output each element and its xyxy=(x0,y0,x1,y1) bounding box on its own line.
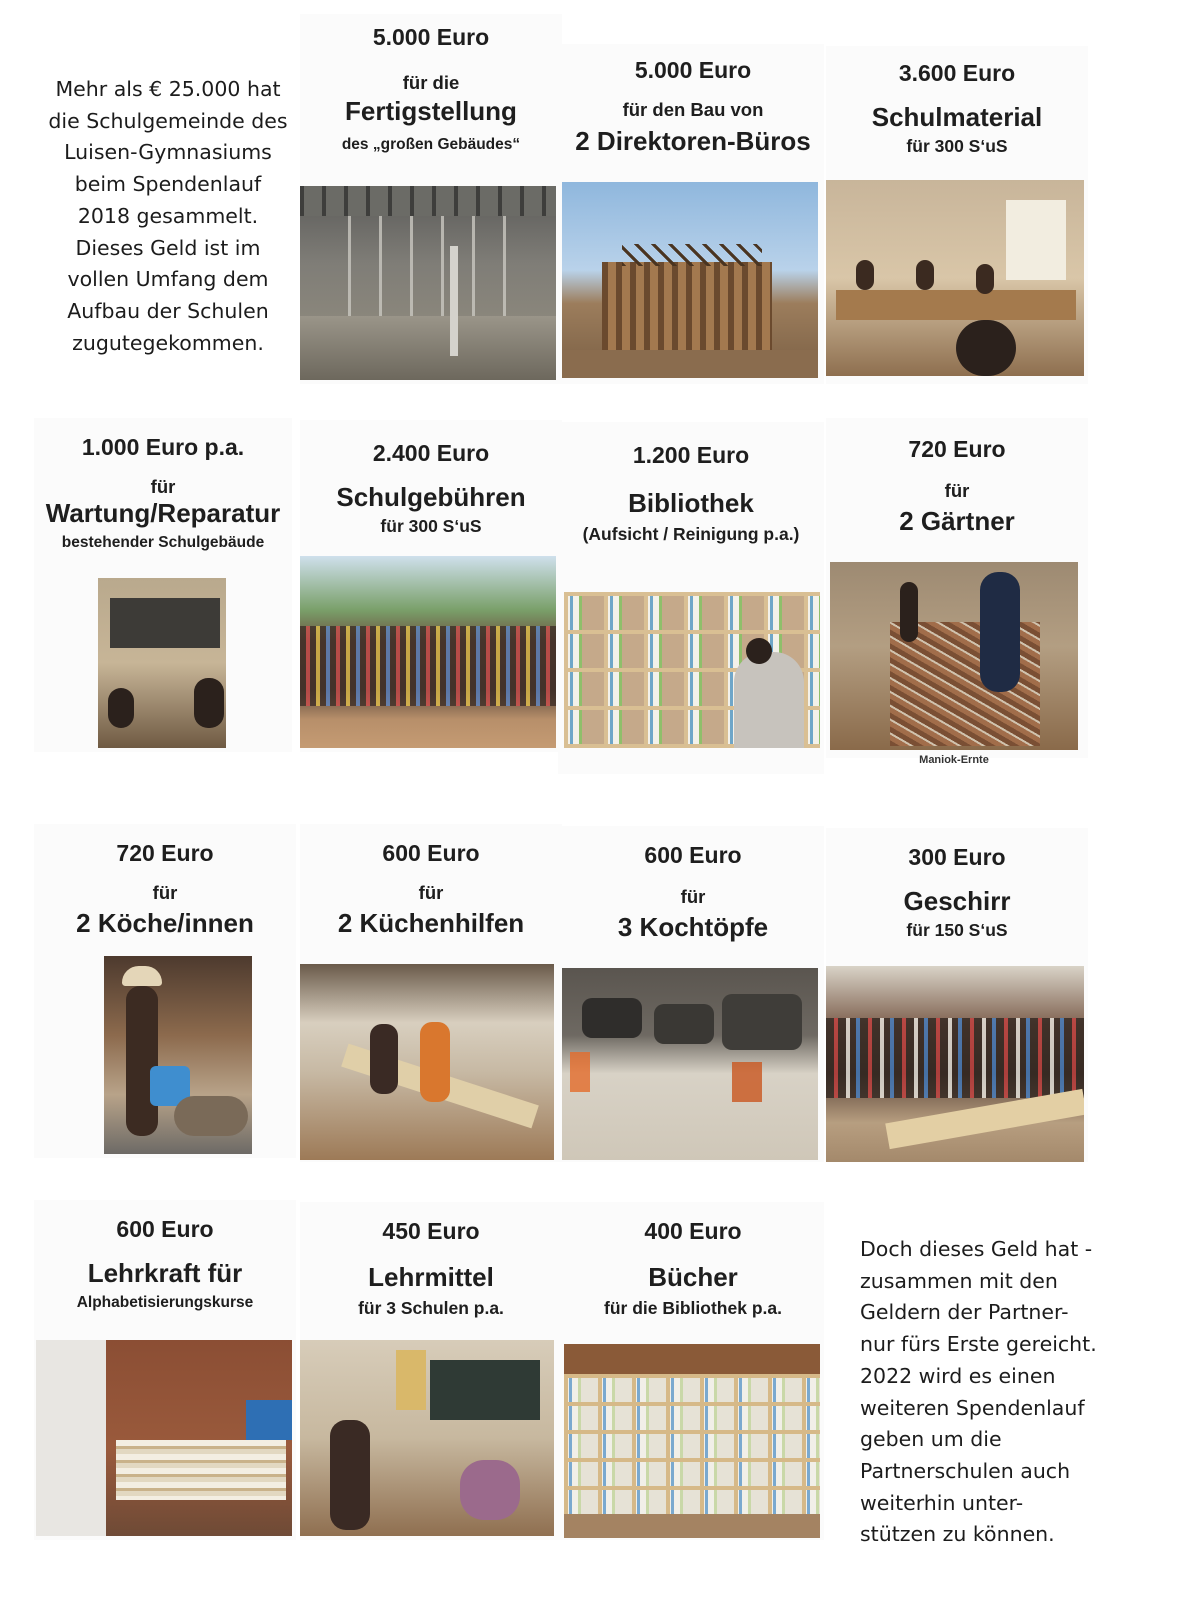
card-title: Bibliothek xyxy=(628,488,754,518)
outro-line: weiteren Spendenlauf xyxy=(860,1395,1085,1420)
card-amount: 1.200 Euro xyxy=(632,442,750,468)
card-amount: 5.000 Euro xyxy=(372,24,490,50)
card-subtitle: Alphabetisierungskurse xyxy=(76,1294,254,1311)
outro-line: nur fürs Erste gereicht. xyxy=(860,1332,1097,1357)
card-line: für xyxy=(150,476,176,497)
card-amount: 3.600 Euro xyxy=(898,60,1016,86)
card-subtitle: des „großen Gebäudes“ xyxy=(341,136,521,153)
photo-classroom xyxy=(826,180,1084,376)
card-title: 2 Direktoren-Büros xyxy=(575,126,811,156)
outro-line: geben um die xyxy=(860,1427,1002,1452)
card-title: Geschirr xyxy=(903,886,1011,916)
photo-blackboard-room xyxy=(98,578,226,748)
card-wartung xyxy=(34,418,292,752)
card-amount: 400 Euro xyxy=(644,1218,742,1244)
card-line: für xyxy=(152,882,178,903)
card-direktoren-bueros xyxy=(562,44,824,384)
intro-line: Dieses Geld ist im xyxy=(75,235,261,260)
intro-line: beim Spendenlauf xyxy=(74,172,262,197)
card-lehrmittel xyxy=(300,1202,562,1540)
card-amount: 600 Euro xyxy=(644,842,742,868)
card-line: für die xyxy=(402,72,460,93)
photo-caption: Maniok-Ernte xyxy=(919,754,989,766)
intro-line: vollen Umfang dem xyxy=(67,267,269,292)
intro-text xyxy=(38,74,298,359)
outro-line: Geldern der Partner- xyxy=(860,1300,1069,1325)
card-subtitle: für 300 S‘uS xyxy=(906,136,1008,156)
card-amount: 300 Euro xyxy=(908,844,1006,870)
outro-line: stützen zu können. xyxy=(860,1522,1055,1547)
card-amount: 600 Euro xyxy=(382,840,480,866)
card-kuechenhilfen xyxy=(300,824,562,1162)
card-line: für den Bau von xyxy=(622,99,764,120)
card-title: Lehrmittel xyxy=(368,1262,494,1292)
card-subtitle: für 150 S‘uS xyxy=(906,920,1008,940)
card-subtitle: für 300 S‘uS xyxy=(380,516,482,536)
card-lehrkraft xyxy=(34,1200,296,1540)
intro-line: Mehr als € 25.000 hat xyxy=(55,77,281,101)
photo-students-eating xyxy=(826,966,1084,1162)
card-subtitle: (Aufsicht / Reinigung p.a.) xyxy=(582,524,800,544)
outro-line: Doch dieses Geld hat - xyxy=(860,1237,1093,1261)
card-subtitle: bestehender Schulgebäude xyxy=(61,534,265,551)
card-title: 2 Küchenhilfen xyxy=(337,908,525,938)
card-title: Wartung/Reparatur xyxy=(45,498,281,528)
card-buecher xyxy=(562,1202,824,1540)
card-bibliothek xyxy=(558,422,824,774)
card-title: 2 Köche/innen xyxy=(76,908,254,938)
intro-line: Aufbau der Schulen xyxy=(67,298,269,323)
photo-cook xyxy=(104,956,252,1154)
card-line: für xyxy=(418,882,444,903)
card-gaertner xyxy=(826,418,1088,766)
card-line: für xyxy=(944,480,970,501)
card-subtitle: für die Bibliothek p.a. xyxy=(604,1298,782,1318)
card-amount: 1.000 Euro p.a. xyxy=(81,434,245,460)
card-koeche xyxy=(34,824,296,1158)
outro-line: zusammen mit den xyxy=(860,1268,1058,1293)
photo-cassava-harvest xyxy=(830,562,1078,766)
photo-library-room xyxy=(564,1344,820,1538)
card-title: Schulmaterial xyxy=(871,102,1043,132)
photo-book-stacks xyxy=(36,1340,292,1536)
photo-cooking-pots xyxy=(562,968,818,1160)
intro-line: Luisen-Gymnasiums xyxy=(64,140,272,165)
card-amount: 720 Euro xyxy=(908,436,1006,462)
card-geschirr xyxy=(826,828,1088,1162)
card-title: Schulgebühren xyxy=(336,482,526,512)
outro-line: weiterhin unter- xyxy=(860,1490,1024,1515)
intro-line: 2018 gesammelt. xyxy=(77,203,259,228)
outro-line: Partnerschulen auch xyxy=(860,1458,1071,1483)
photo-library-shelf xyxy=(564,592,820,748)
card-schulgebuehren xyxy=(300,420,562,752)
photo-classroom-lesson xyxy=(300,1340,554,1536)
card-subtitle: für 3 Schulen p.a. xyxy=(358,1298,504,1318)
card-title: 2 Gärtner xyxy=(899,506,1015,536)
card-line: für xyxy=(680,886,706,907)
card-fertigstellung xyxy=(300,14,562,384)
card-amount: 450 Euro xyxy=(382,1218,480,1244)
photo-construction xyxy=(562,182,818,378)
card-schulmaterial xyxy=(826,46,1088,384)
card-title: Bücher xyxy=(648,1262,738,1292)
photo-dining-tables xyxy=(300,964,554,1160)
card-amount: 600 Euro xyxy=(116,1216,214,1242)
intro-line: die Schulgemeinde des xyxy=(48,108,288,133)
card-kochtoepfe xyxy=(562,826,824,1162)
photo-steel-frame xyxy=(300,186,556,380)
card-amount: 720 Euro xyxy=(116,840,214,866)
outro-line: 2022 wird es einen xyxy=(860,1363,1056,1388)
card-amount: 5.000 Euro xyxy=(634,57,752,83)
card-amount: 2.400 Euro xyxy=(372,440,490,466)
intro-line: zugutegekommen. xyxy=(72,330,264,355)
card-title: Lehrkraft für xyxy=(87,1258,243,1288)
photo-student-group xyxy=(300,556,556,748)
card-title: 3 Kochtöpfe xyxy=(617,912,769,942)
card-title: Fertigstellung xyxy=(345,96,517,126)
outro-text xyxy=(860,1234,1120,1551)
